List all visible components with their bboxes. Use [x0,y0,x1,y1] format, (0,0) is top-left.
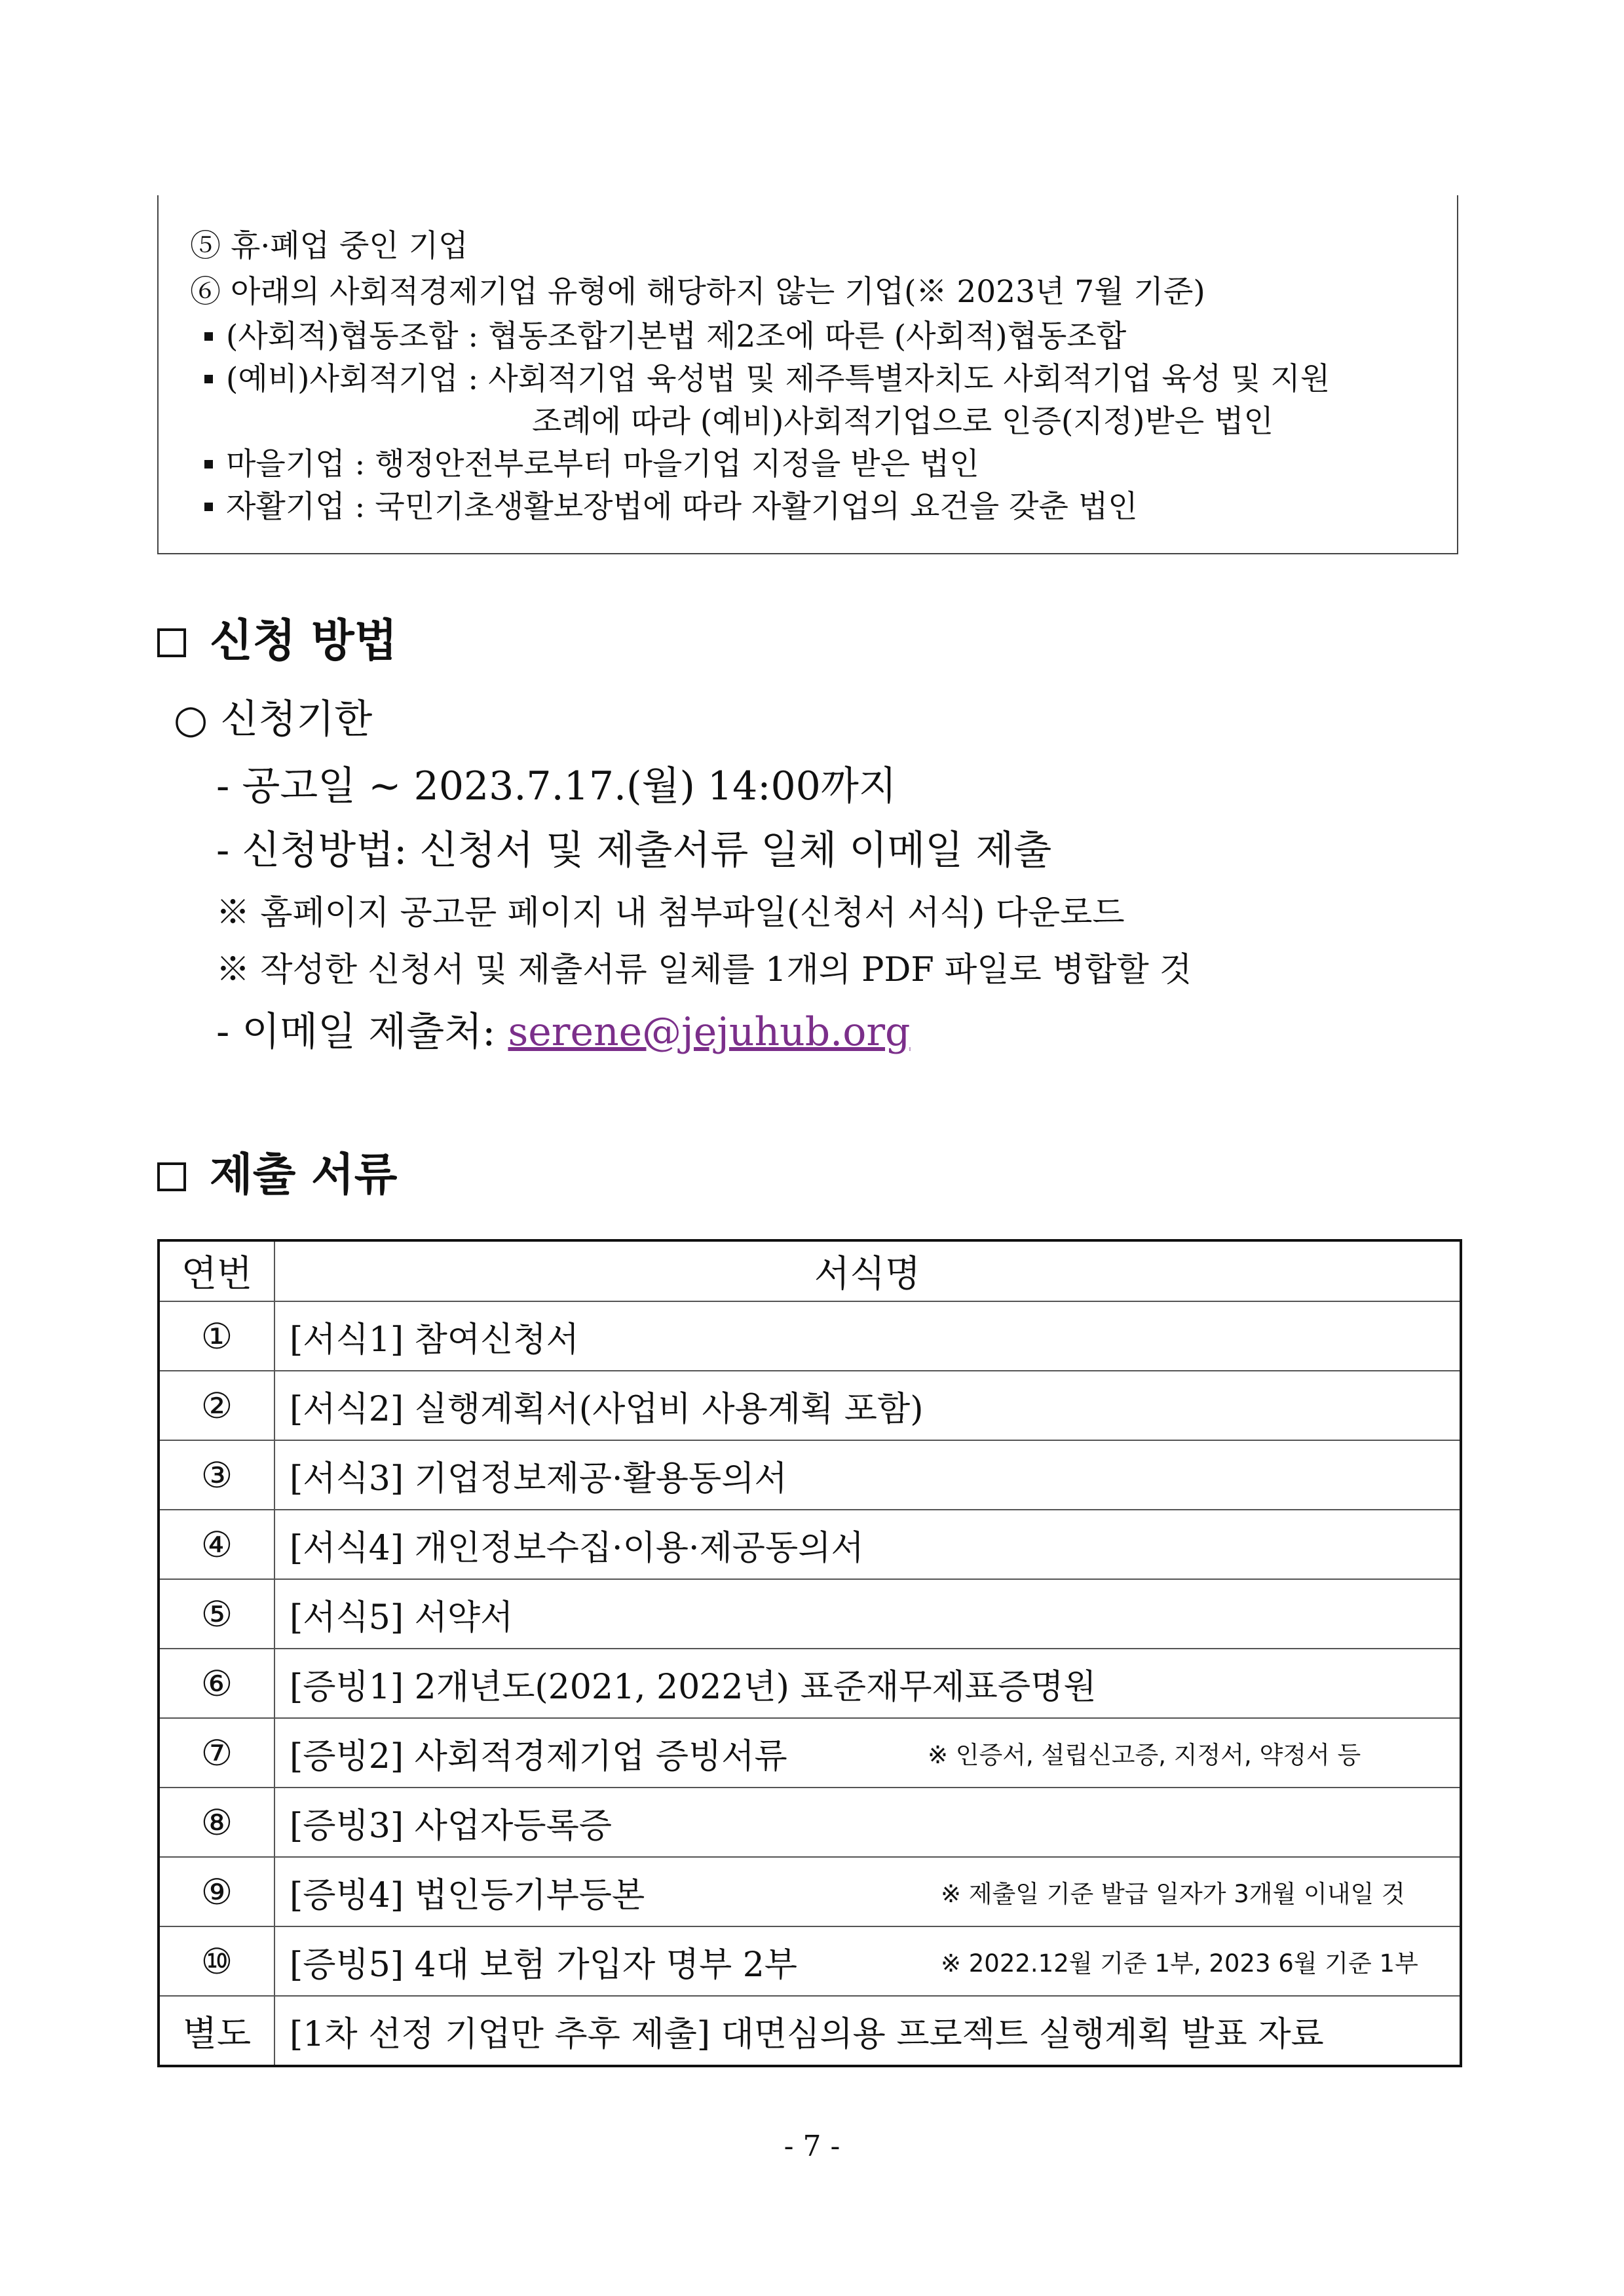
table-row [159,1510,1461,1579]
row-number: ⑧ [159,1788,274,1857]
row-number: ⑥ [159,1649,274,1718]
form-name-text: [서식2] 실행계획서(사업비 사용계획 포함) [290,1389,924,1429]
checkbox-square-icon [157,628,186,657]
row-form-name [274,1649,1461,1718]
method-deadline: - 공고일 ~ 2023.7.17.(월) 14:00까지 [216,763,897,809]
form-name-text: [증빙5] 4대 보험 가입자 명부 2부 [290,1945,798,1985]
row-number: ⑩ [159,1926,274,1996]
method-sub: ○ 신청기한 [174,697,373,742]
table-header-row [159,1240,1461,1301]
page-number: - 7 - [784,2130,840,2163]
row-form-name [274,1510,1461,1579]
row-form-name [274,1579,1461,1649]
method-note-2: ※ 작성한 신청서 및 제출서류 일체를 1개의 PDF 파일로 병합할 것 [216,951,1192,989]
table-row [159,1301,1461,1371]
row-number: ④ [159,1510,274,1579]
table-row [159,1996,1461,2066]
form-note: ※ 제출일 기준 발급 일자가 3개월 이내일 것 [941,1880,1405,1908]
col-name-header: 서식명 [274,1240,1461,1301]
table-row [159,1371,1461,1440]
bullet-square-icon [204,503,213,511]
email-label: - 이메일 제출처: [216,1009,508,1055]
box-bullet-coop: (사회적)협동조합 : 협동조합기본법 제2조에 따른 (사회적)협동조합 [190,321,1126,352]
bullet-square-icon [204,332,213,341]
form-note: ※ 2022.12월 기준 1부, 2023 6월 기준 1부 [941,1949,1418,1978]
form-name-text: [서식4] 개인정보수집·이용·제공동의서 [290,1528,864,1568]
docs-heading: 제출 서류 [157,1153,397,1198]
method-note-1: ※ 홈페이지 공고문 페이지 내 첨부파일(신청서 서식) 다운로드 [216,894,1125,932]
form-name-text: [서식1] 참여신청서 [290,1320,579,1360]
row-form-name [274,1718,1461,1788]
box-bullet-village: 마을기업 : 행정안전부로부터 마을기업 지정을 받은 법인 [190,449,979,480]
row-number: ⑤ [159,1579,274,1649]
col-num-header: 연번 [159,1240,274,1301]
box-bullet-social: (예비)사회적기업 : 사회적기업 육성법 및 제주특별자치도 사회적기업 육성 및 지원 [190,364,1330,394]
box-item-6: ⑥ 아래의 사회적경제기업 유형에 해당하지 않는 기업(※ 2023년 7월 기준) [190,274,1205,310]
row-form-name [274,1301,1461,1371]
row-form-name [274,1926,1461,1996]
table-row [159,1718,1461,1788]
form-name-text: [서식3] 기업정보제공·활용동의서 [290,1459,787,1499]
row-form-name [274,1371,1461,1440]
box-bullet-social-cont: 조례에 따라 (예비)사회적기업으로 인증(지정)받은 법인 [532,404,1274,440]
method-how: - 신청방법: 신청서 및 제출서류 일체 이메일 제출 [216,828,1052,873]
row-number: 별도 [159,1996,274,2066]
form-name-text: [증빙1] 2개년도(2021, 2022년) 표준재무제표증명원 [290,1667,1097,1707]
row-number: ③ [159,1440,274,1510]
row-number: ① [159,1301,274,1371]
table-row [159,1857,1461,1926]
row-form-name [274,1996,1461,2066]
bullet-square-icon [204,460,213,469]
form-name-text: [증빙2] 사회적경제기업 증빙서류 [290,1736,787,1776]
row-form-name [274,1857,1461,1926]
form-name-text: [1차 선정 기업만 추후 제출] 대면심의용 프로젝트 실행계획 발표 자료 [290,2014,1324,2054]
box-item-5: ⑤ 휴·폐업 중인 기업 [190,228,468,264]
row-form-name [274,1788,1461,1857]
row-number: ⑦ [159,1718,274,1788]
bullet-square-icon [204,375,213,383]
table-row [159,1440,1461,1510]
table-row [159,1579,1461,1649]
table-row [159,1649,1461,1718]
method-email [216,1009,911,1055]
box-bullet-selfsupport: 자활기업 : 국민기초생활보장법에 따라 자활기업의 요건을 갖춘 법인 [190,491,1138,522]
form-name-text: [증빙3] 사업자등록증 [290,1806,613,1846]
row-number: ② [159,1371,274,1440]
row-number: ⑨ [159,1857,274,1926]
table-row [159,1926,1461,1996]
checkbox-square-icon [157,1162,186,1191]
method-heading: 신청 방법 [157,619,397,664]
email-link[interactable]: serene@jejuhub.org [508,1009,911,1055]
table-row [159,1788,1461,1857]
form-name-text: [서식5] 서약서 [290,1598,514,1637]
form-name-text: [증빙4] 법인등기부등본 [290,1875,645,1915]
docs-table [157,1239,1462,2067]
form-note: ※ 인증서, 설립신고증, 지정서, 약정서 등 [928,1741,1361,1769]
row-form-name [274,1440,1461,1510]
